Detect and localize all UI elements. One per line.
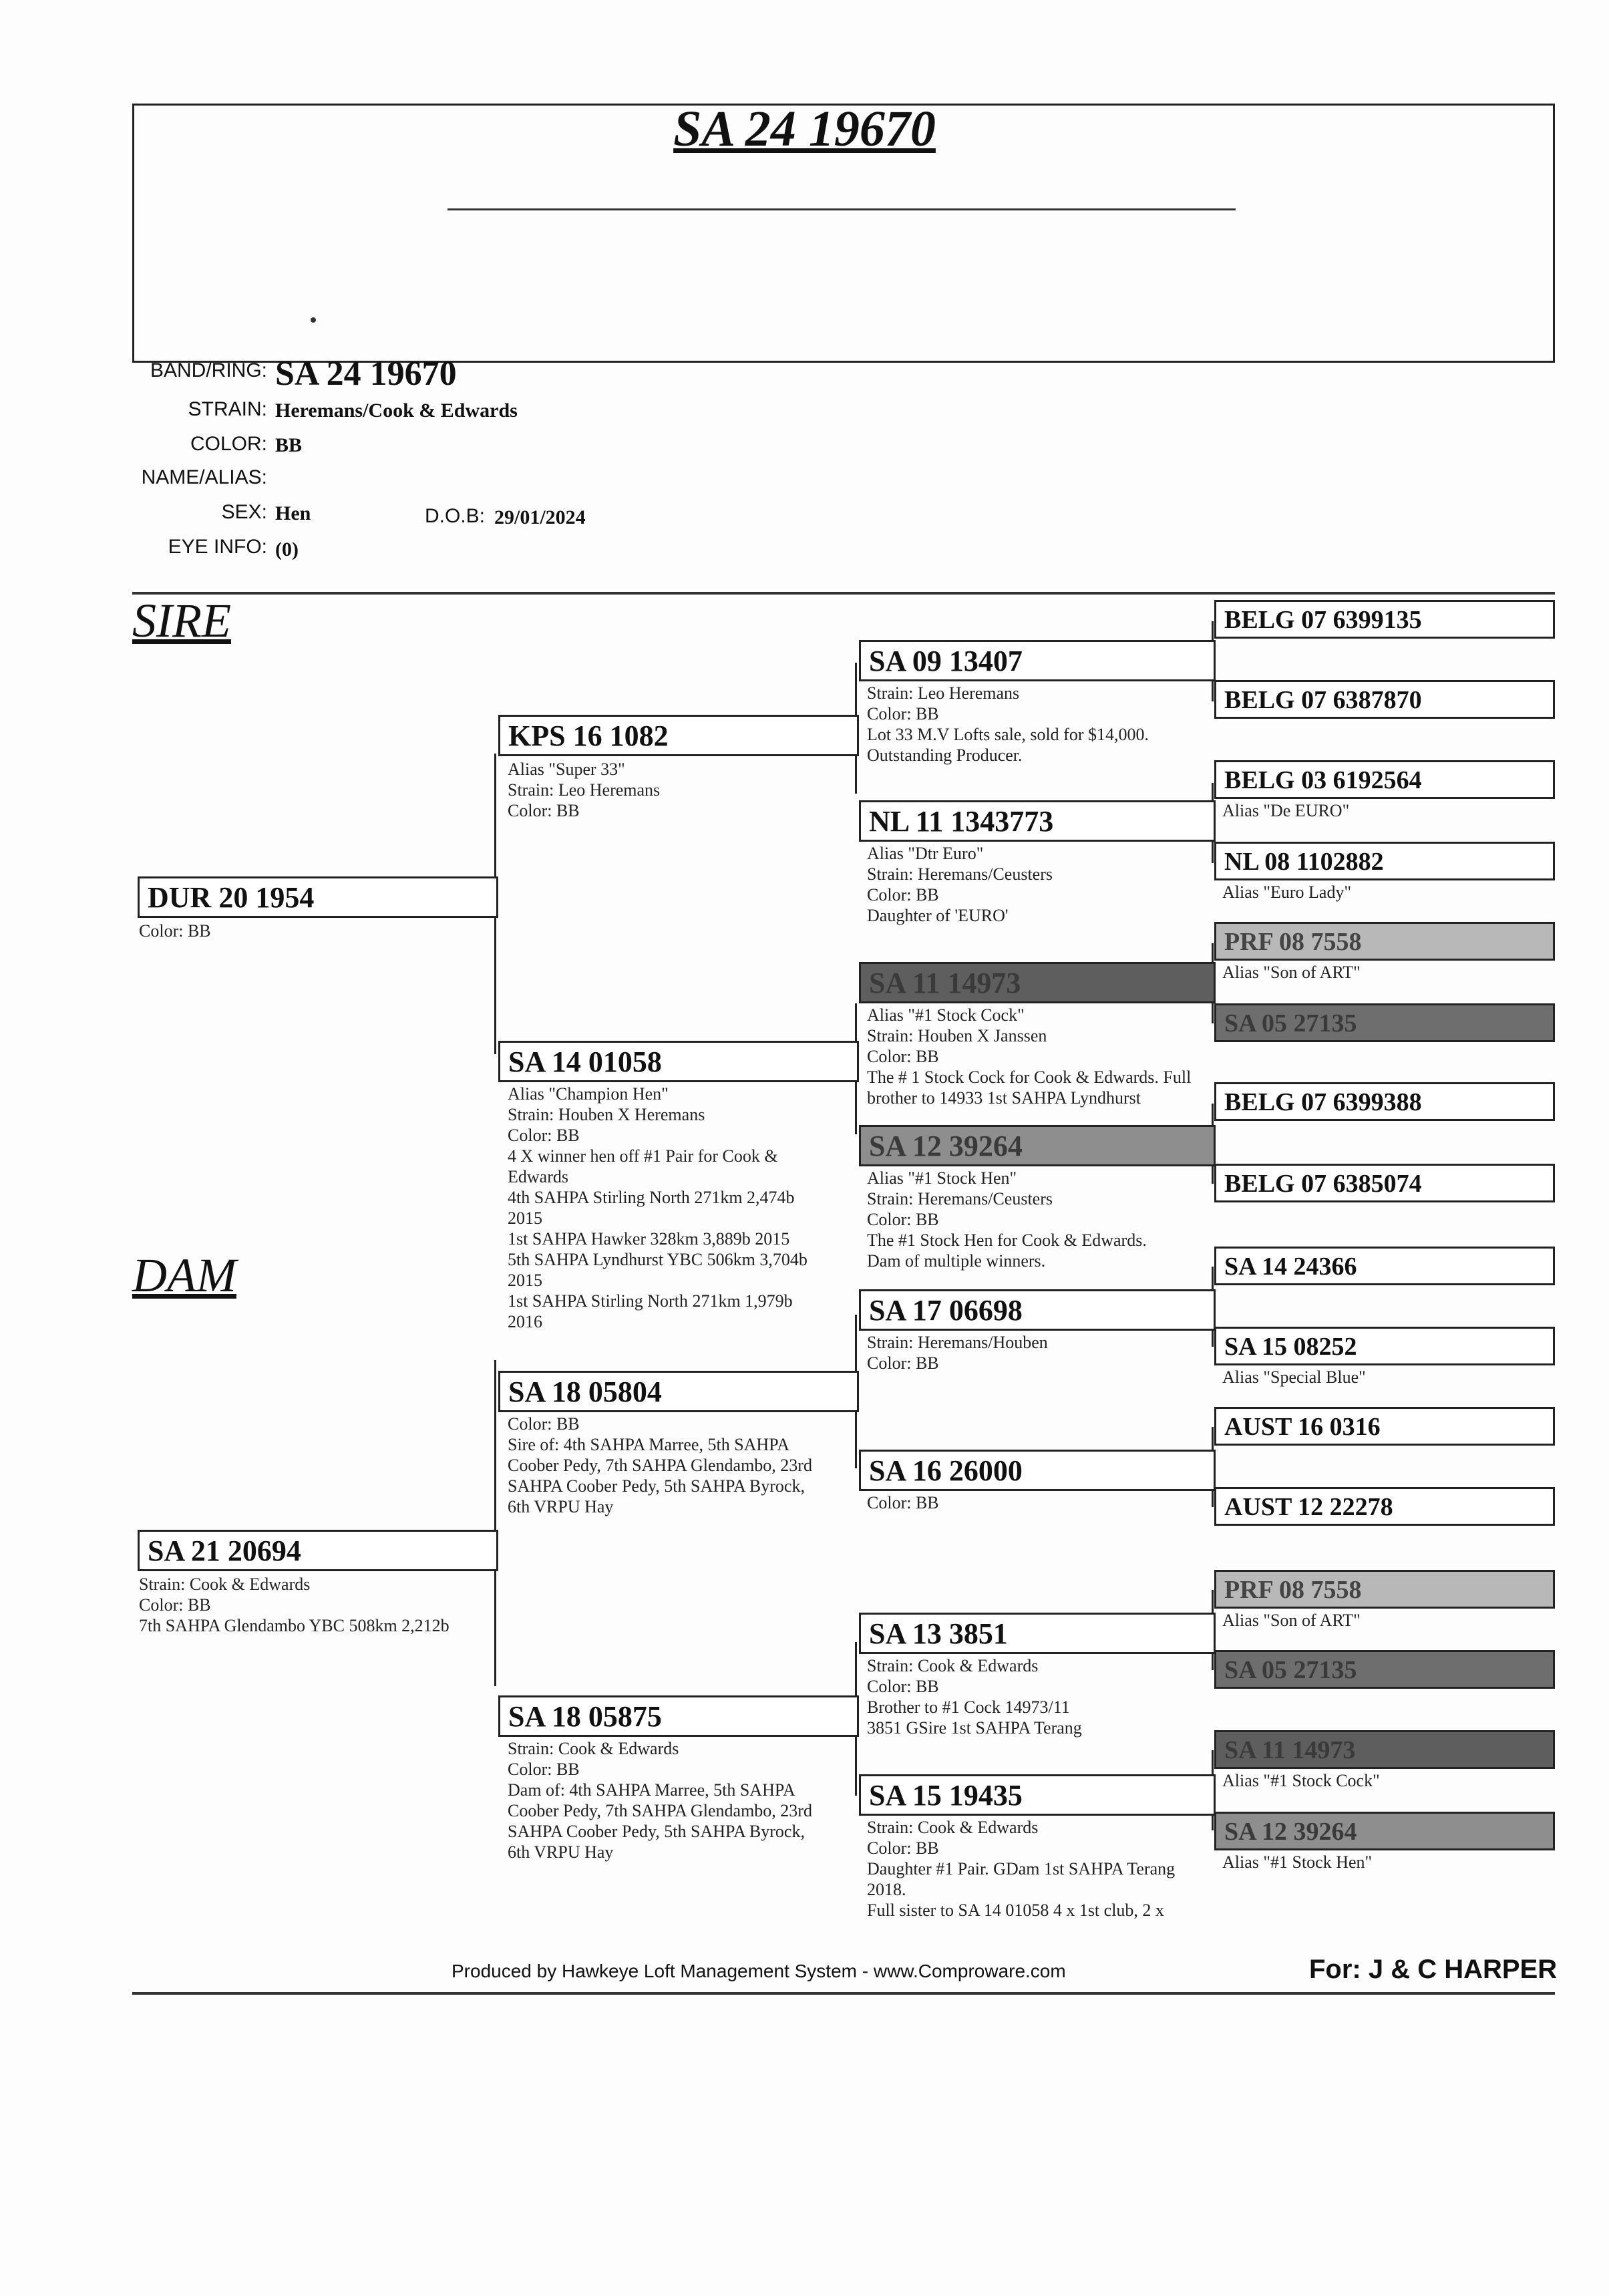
eye-value: (0) — [275, 538, 299, 560]
gdam-2-info-line: SAHPA Coober Pedy, 5th SAHPA Byrock, — [508, 1822, 805, 1841]
g3-info-line: Outstanding Producer. — [867, 746, 1023, 765]
strain-label: STRAIN: — [188, 398, 267, 420]
title-underline — [448, 208, 1236, 210]
gdam-1-info-line: 2015 — [508, 1271, 542, 1290]
g4-ring-box: SA 11 14973 — [1214, 1730, 1555, 1769]
gdam-1-info-line: 1st SAHPA Hawker 328km 3,889b 2015 — [508, 1229, 790, 1249]
gsire-2-info-line: Sire of: 4th SAHPA Marree, 5th SAHPA — [508, 1435, 790, 1454]
speck — [311, 317, 316, 323]
g3-info-line: Color: BB — [867, 704, 939, 723]
g3-ring-box: SA 12 39264 — [859, 1125, 1216, 1166]
g3-info-line: Color: BB — [867, 885, 939, 905]
gdam-2-info-line: Strain: Cook & Edwards — [508, 1739, 679, 1758]
gsire-2-info-line: Color: BB — [508, 1414, 580, 1434]
sire-heading: SIRE — [132, 594, 231, 647]
g4-alias: Alias "Special Blue" — [1222, 1367, 1366, 1387]
gsire-2-info-line: Coober Pedy, 7th SAHPA Glendambo, 23rd — [508, 1456, 812, 1475]
g3-ring-box: SA 13 3851 — [859, 1613, 1216, 1654]
connector — [494, 1360, 496, 1686]
divider-bottom — [132, 1992, 1555, 1995]
gdam-1-info-line: 4 X winner hen off #1 Pair for Cook & — [508, 1146, 778, 1166]
band-label: BAND/RING: — [150, 359, 267, 381]
g3-ring-box: SA 16 26000 — [859, 1450, 1216, 1491]
g3-info-line: Color: BB — [867, 1677, 939, 1696]
color-value: BB — [275, 434, 303, 456]
g3-ring-box: SA 09 13407 — [859, 640, 1216, 681]
gsire-1-info-line: Color: BB — [508, 801, 580, 820]
g3-info-line: Alias "#1 Stock Hen" — [867, 1168, 1017, 1188]
g4-ring-box: SA 05 27135 — [1214, 1003, 1555, 1042]
g3-info-line: Strain: Heremans/Ceusters — [867, 864, 1053, 884]
gdam-1-info-line: Strain: Houben X Heremans — [508, 1105, 705, 1124]
g4-ring-box: BELG 07 6399388 — [1214, 1082, 1555, 1121]
g4-ring-box: SA 14 24366 — [1214, 1247, 1555, 1285]
g4-ring-box: BELG 03 6192564 — [1214, 760, 1555, 799]
g4-alias: Alias "Son of ART" — [1222, 963, 1361, 982]
g3-ring-box: NL 11 1343773 — [859, 800, 1216, 842]
g3-info-line: Alias "#1 Stock Cock" — [867, 1005, 1025, 1025]
g3-info-line: Color: BB — [867, 1210, 939, 1229]
g3-info-line: The # 1 Stock Cock for Cook & Edwards. Full — [867, 1068, 1192, 1087]
page-title: SA 24 19670 — [673, 101, 936, 157]
g4-ring-box: NL 08 1102882 — [1214, 842, 1555, 880]
sire-info-line: Color: BB — [139, 921, 211, 941]
g3-ring-box: SA 11 14973 — [859, 962, 1216, 1003]
produced-by: Produced by Hawkeye Loft Management System - www.Comproware.com — [452, 1961, 1066, 1981]
gdam-2-info-line: Dam of: 4th SAHPA Marree, 5th SAHPA — [508, 1780, 795, 1800]
gdam-2-info-line: Color: BB — [508, 1760, 580, 1779]
band-value: SA 24 19670 — [275, 355, 457, 393]
gdam-1-info-line: 5th SAHPA Lyndhurst YBC 506km 3,704b — [508, 1250, 808, 1269]
dob-value: 29/01/2024 — [494, 506, 586, 528]
gdam-2-info-line: 6th VRPU Hay — [508, 1842, 614, 1862]
g3-info-line: Strain: Leo Heremans — [867, 683, 1020, 703]
g3-info-line: Strain: Heremans/Houben — [867, 1333, 1048, 1352]
g3-info-line: Daughter of 'EURO' — [867, 906, 1009, 925]
sex-value: Hen — [275, 502, 311, 524]
g3-info-line: Dam of multiple winners. — [867, 1251, 1046, 1271]
g4-ring-box: SA 05 27135 — [1214, 1650, 1555, 1689]
gdam-1-info-line: Alias "Champion Hen" — [508, 1084, 669, 1104]
dam-ring-box: SA 21 20694 — [138, 1530, 498, 1571]
gdam-1-ring-box: SA 14 01058 — [498, 1041, 859, 1082]
g4-ring-box: BELG 07 6399135 — [1214, 600, 1555, 639]
g4-ring-box: AUST 16 0316 — [1214, 1407, 1555, 1446]
gdam-1-info-line: Edwards — [508, 1167, 568, 1186]
gsire-2-info-line: SAHPA Coober Pedy, 5th SAHPA Byrock, — [508, 1476, 805, 1496]
g4-alias: Alias "Euro Lady" — [1222, 882, 1352, 902]
g4-ring-box: BELG 07 6385074 — [1214, 1164, 1555, 1202]
g4-ring-box: BELG 07 6387870 — [1214, 680, 1555, 719]
gsire-1-info-line: Alias "Super 33" — [508, 760, 625, 779]
g4-ring-box: AUST 12 22278 — [1214, 1487, 1555, 1526]
g3-info-line: Full sister to SA 14 01058 4 x 1st club, 2 x — [867, 1901, 1164, 1920]
g4-ring-box: SA 12 39264 — [1214, 1812, 1555, 1850]
dam-heading: DAM — [132, 1249, 236, 1302]
sex-label: SEX: — [221, 501, 267, 523]
g3-info-line: Color: BB — [867, 1047, 939, 1066]
color-label: COLOR: — [190, 433, 267, 455]
g3-info-line: The #1 Stock Hen for Cook & Edwards. — [867, 1231, 1147, 1250]
g4-ring-box: PRF 08 7558 — [1214, 922, 1555, 961]
gdam-1-info-line: 4th SAHPA Stirling North 271km 2,474b — [508, 1188, 795, 1207]
g4-alias: Alias "Son of ART" — [1222, 1611, 1361, 1630]
dam-info-line: Color: BB — [139, 1595, 211, 1615]
g4-ring-box: PRF 08 7558 — [1214, 1570, 1555, 1609]
gsire-2-info-line: 6th VRPU Hay — [508, 1497, 614, 1516]
g3-ring-box: SA 17 06698 — [859, 1289, 1216, 1331]
g3-info-line: brother to 14933 1st SAHPA Lyndhurst — [867, 1088, 1141, 1108]
dam-info-line: Strain: Cook & Edwards — [139, 1575, 311, 1594]
g3-info-line: Color: BB — [867, 1838, 939, 1858]
g3-info-line: 3851 GSire 1st SAHPA Terang — [867, 1718, 1082, 1738]
g3-info-line: Strain: Cook & Edwards — [867, 1818, 1039, 1837]
g3-ring-box: SA 15 19435 — [859, 1774, 1216, 1816]
gdam-1-info-line: Color: BB — [508, 1126, 580, 1145]
g3-info-line: Alias "Dtr Euro" — [867, 844, 984, 863]
prepared-for: For: J & C HARPER — [1309, 1955, 1558, 1984]
gsire-1-ring-box: KPS 16 1082 — [498, 715, 859, 756]
strain-value: Heremans/Cook & Edwards — [275, 399, 518, 422]
g4-ring-box: SA 15 08252 — [1214, 1327, 1555, 1365]
g4-alias: Alias "#1 Stock Cock" — [1222, 1771, 1380, 1790]
gdam-2-ring-box: SA 18 05875 — [498, 1695, 859, 1737]
name-label: NAME/ALIAS: — [141, 466, 267, 488]
dam-info-line: 7th SAHPA Glendambo YBC 508km 2,212b — [139, 1616, 450, 1635]
g3-info-line: Strain: Heremans/Ceusters — [867, 1189, 1053, 1208]
g3-info-line: Lot 33 M.V Lofts sale, sold for $14,000. — [867, 725, 1149, 744]
gdam-1-info-line: 1st SAHPA Stirling North 271km 1,979b — [508, 1291, 793, 1311]
g3-info-line: Strain: Houben X Janssen — [867, 1026, 1047, 1045]
gsire-2-ring-box: SA 18 05804 — [498, 1371, 859, 1412]
g3-info-line: Strain: Cook & Edwards — [867, 1656, 1039, 1675]
divider-top — [132, 592, 1555, 595]
gdam-1-info-line: 2016 — [508, 1312, 542, 1331]
g3-info-line: 2018. — [867, 1880, 906, 1899]
sire-ring-box: DUR 20 1954 — [138, 876, 498, 918]
g3-info-line: Color: BB — [867, 1493, 939, 1512]
dob-label: D.O.B: — [425, 505, 486, 527]
g4-alias: Alias "De EURO" — [1222, 801, 1350, 820]
g4-alias: Alias "#1 Stock Hen" — [1222, 1852, 1373, 1872]
eye-label: EYE INFO: — [168, 536, 267, 558]
gdam-1-info-line: 2015 — [508, 1208, 542, 1228]
gsire-1-info-line: Strain: Leo Heremans — [508, 780, 661, 800]
gdam-2-info-line: Coober Pedy, 7th SAHPA Glendambo, 23rd — [508, 1801, 812, 1820]
g3-info-line: Daughter #1 Pair. GDam 1st SAHPA Terang — [867, 1859, 1176, 1878]
g3-info-line: Brother to #1 Cock 14973/11 — [867, 1697, 1070, 1717]
g3-info-line: Color: BB — [867, 1353, 939, 1373]
